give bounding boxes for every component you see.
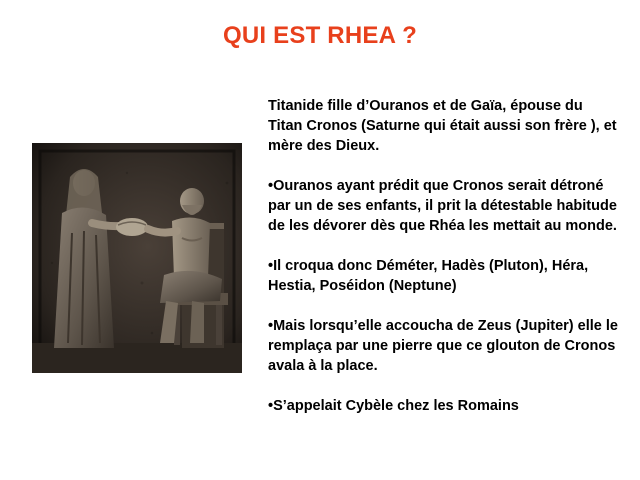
paragraph-intro: Titanide fille d’Ouranos et de Gaïa, épouse du Titan Cronos (Saturne qui était aussi son frère ), et mère des Dieux. [268,98,617,154]
text-block [268,96,620,416]
slide-title: QUI EST RHEA ? [223,22,417,49]
rhea-cronos-relief-image [32,143,242,373]
paragraph-bullet-children: •Il croqua donc Déméter, Hadès (Pluton), Héra, Hestia, Poséidon (Neptune) [268,258,589,294]
paragraph-bullet-zeus: •Mais lorsqu’elle accoucha de Zeus (Jupiter) elle le remplaça par une pierre que ce glouton de Cronos avala à la place. [268,318,618,374]
paragraph-bullet-ouranos: •Ouranos ayant prédit que Cronos serait détroné par un de ses enfants, il prit la détestable habitude de les dévorer dès que Rhéa les mettait au monde. [268,178,617,234]
paragraph-bullet-cybele: •S’appelait Cybèle chez les Romains [268,398,519,414]
